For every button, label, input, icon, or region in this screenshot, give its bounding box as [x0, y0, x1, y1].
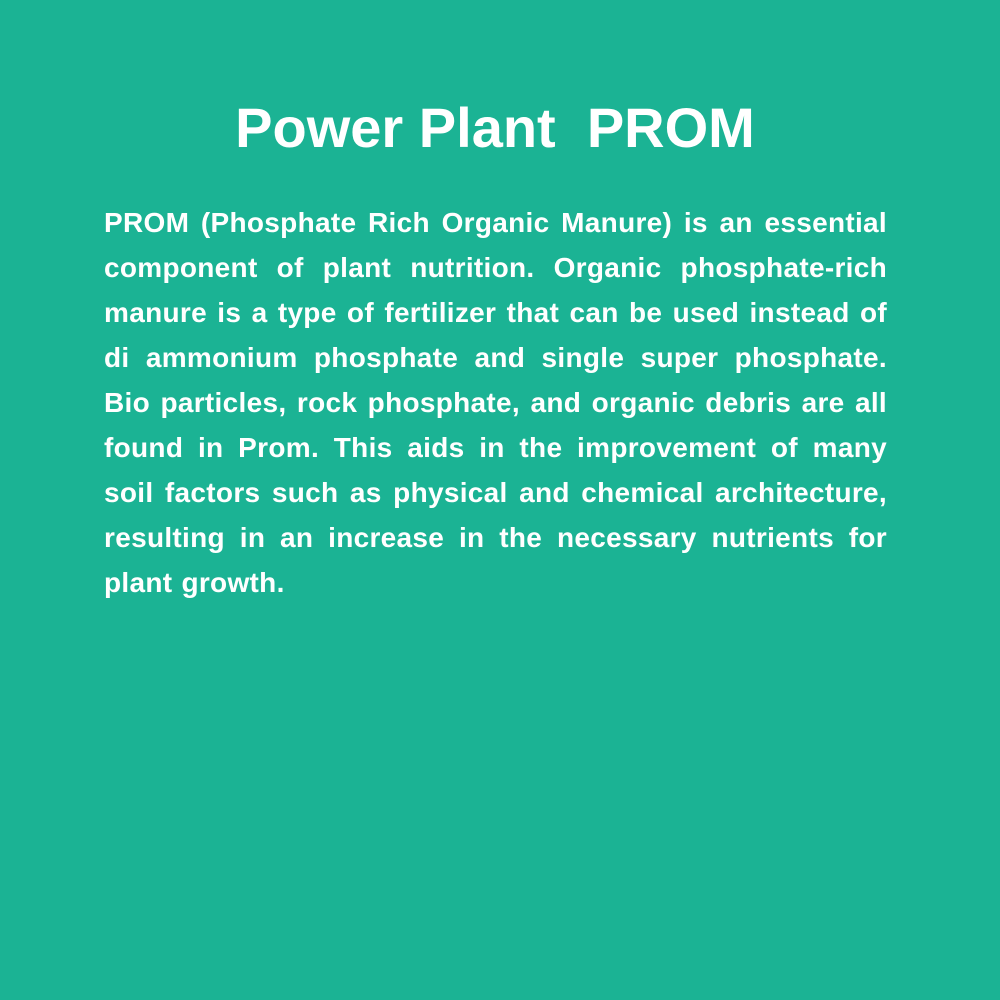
page-title: Power Plant PROM [235, 96, 755, 159]
description-paragraph: PROM (Phosphate Rich Organic Manure) is an essential component of plant nutrition. Organic phosphate-rich manure is a type of fertilizer that can be used instead of di ammonium phosphate and single super phosphate. Bio particles, rock phosphate, and organic debris are all found in Prom. This aids in the improvement of many soil factors such as physical and chemical architecture, resulting in an increase in the necessary nutrients for plant growth. [104, 207, 887, 598]
